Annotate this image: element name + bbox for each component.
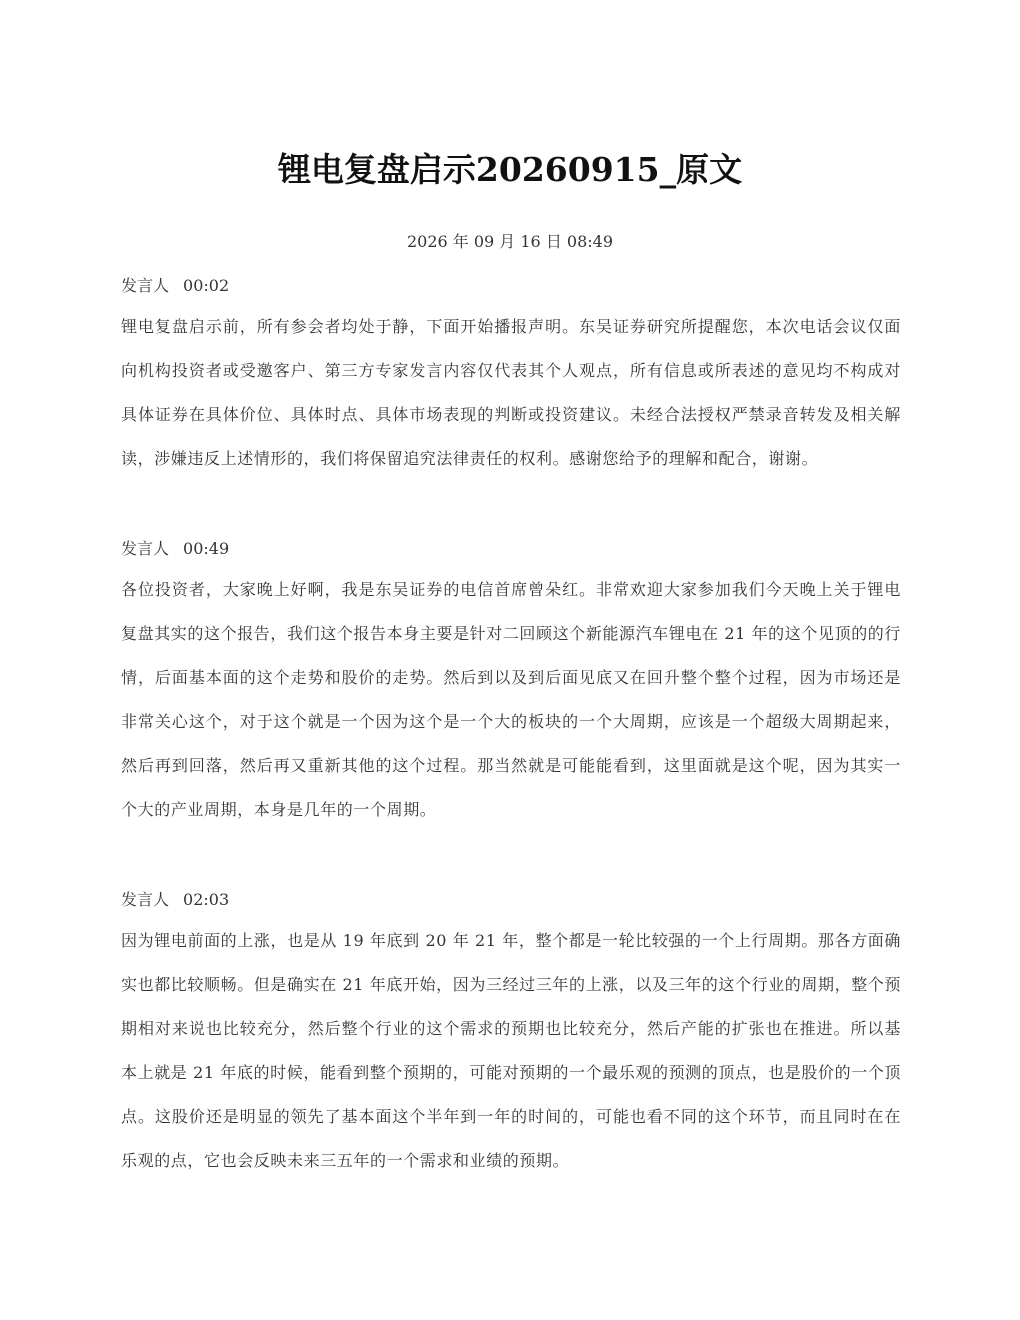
speaker-line (121, 275, 901, 297)
speaker-name: 发言人 (121, 276, 170, 295)
transcript-paragraph: 锂电复盘启示前，所有参会者均处于静，下面开始播报声明。东吴证券研究所提醒您，本次电话会议仅面向机构投资者或受邀客户、第三方专家发言内容仅代表其个人观点，所有信息或所表述的意见均不构成对具体证券在具体价位、具体时点、具体市场表现的判断或投资建议。未经合法授权严禁录音转发及相关解读，涉嫌违反上述情形的，我们将保留追究法律责任的权利。感谢您给予的理解和配合，谢谢。 (121, 317, 901, 468)
transcript-section (121, 889, 901, 1183)
speaker-timestamp: 00:02 (183, 276, 230, 295)
speaker-line (121, 538, 901, 560)
transcript-paragraph: 各位投资者，大家晚上好啊，我是东吴证券的电信首席曾朵红。非常欢迎大家参加我们今天晚上关于锂电复盘其实的这个报告，我们这个报告本身主要是针对二回顾这个新能源汽车锂电在 21 年的这个见顶的的行情，后面基本面的这个走势和股价的走势。然后到以及到后面见底又在回升整个整个过程，因为市场还是非常关心这个，对于这个就是一个因为这个是一个大的板块的一个大周期，应该是一个超级大周期起来，然后再到回落，然后再又重新其他的这个过程。那当然就是可能能看到，这里面就是这个呢，因为其实一个大的产业周期，本身是几年的一个周期。 (121, 580, 901, 819)
transcript-section (121, 275, 901, 481)
document-title: 锂电复盘启示20260915_原文 (277, 150, 743, 189)
speaker-name: 发言人 (121, 890, 170, 909)
speaker-timestamp: 00:49 (183, 539, 230, 558)
speaker-line (121, 889, 901, 911)
transcript-paragraph: 因为锂电前面的上涨，也是从 19 年底到 20 年 21 年，整个都是一轮比较强的一个上行周期。那各方面确实也都比较顺畅。但是确实在 21 年底开始，因为三经过三年的上涨，以及三年的这个行业的周期，整个预期相对来说也比较充分，然后整个行业的这个需求的预期也比较充分，然后产能的扩张也在推进。所以基本上就是 21 年底的时候，能看到整个预期的，可能对预期的一个最乐观的预测的顶点，也是股价的一个顶点。这股价还是明显的领先了基本面这个半年到一年的时间的，可能也看不同的这个环节，而且同时在在乐观的点，它也会反映未来三五年的一个需求和业绩的预期。 (121, 931, 901, 1170)
speaker-timestamp: 02:03 (183, 890, 230, 909)
speaker-name: 发言人 (121, 539, 170, 558)
transcript-section (121, 538, 901, 832)
document-date: 2026 年 09 月 16 日 08:49 (406, 232, 614, 251)
